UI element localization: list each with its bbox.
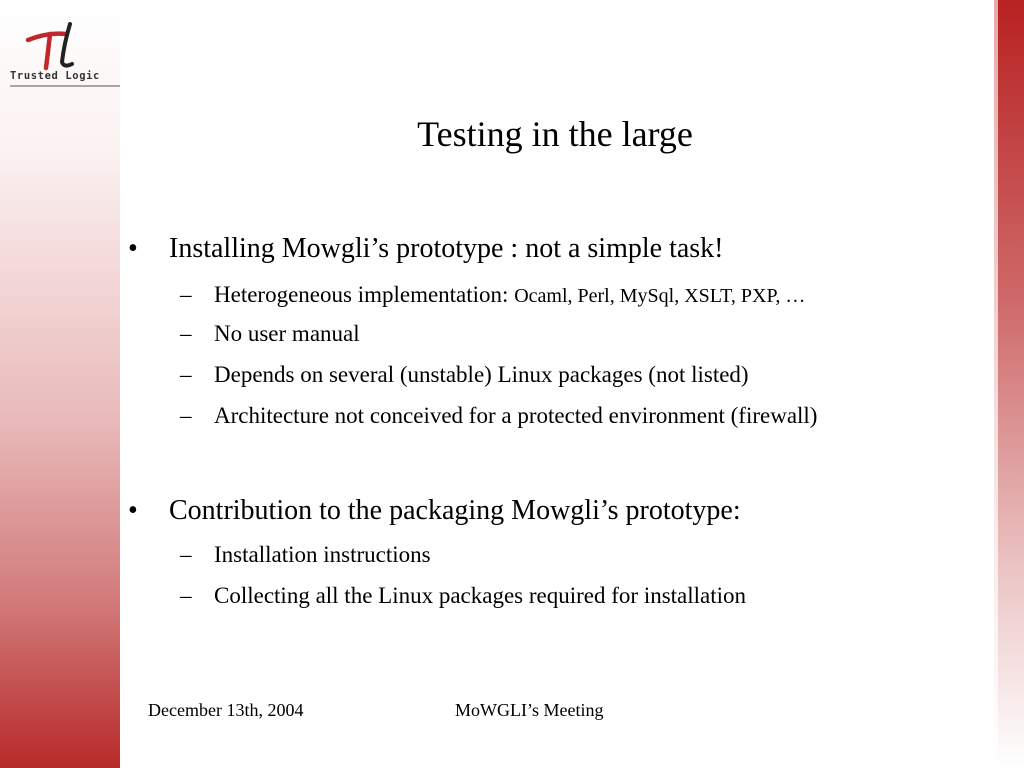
dash-marker: –	[180, 321, 192, 346]
dash-marker: –	[180, 583, 192, 608]
right-decorative-band	[998, 0, 1024, 768]
slide-title: Testing in the large	[417, 114, 693, 154]
logo-t-stem	[46, 34, 50, 68]
dash-marker: –	[180, 282, 192, 307]
footer-date: December 13th, 2004	[148, 700, 304, 720]
bullet-marker: •	[128, 495, 138, 526]
subitem-languages: Ocaml, Perl, MySql, XSLT, PXP, …	[514, 285, 806, 307]
dash-marker: –	[180, 542, 192, 567]
subitem-text: No user manual	[214, 321, 360, 346]
dash-marker: –	[180, 403, 192, 428]
bullet-text: Installing Mowgli’s prototype : not a simple task!	[169, 233, 724, 264]
logo-t-bar	[28, 34, 66, 40]
subitem-text: Heterogeneous implementation:	[214, 282, 515, 307]
subitem-text: Collecting all the Linux packages required for installation	[214, 583, 747, 608]
footer-event: MoWGLI’s Meeting	[455, 700, 604, 720]
subitem-text: Architecture not conceived for a protected environment (firewall)	[214, 403, 818, 428]
dash-marker: –	[180, 362, 192, 387]
bullet-marker: •	[128, 233, 138, 264]
subitem-text: Installation instructions	[214, 542, 431, 567]
left-decorative-band	[0, 0, 120, 768]
logo-l-stroke	[62, 24, 72, 66]
bullet-text: Contribution to the packaging Mowgli’s prototype:	[169, 495, 741, 526]
subitem-text: Depends on several (unstable) Linux packages (not listed)	[214, 362, 749, 387]
company-name: Trusted Logic	[10, 70, 100, 82]
